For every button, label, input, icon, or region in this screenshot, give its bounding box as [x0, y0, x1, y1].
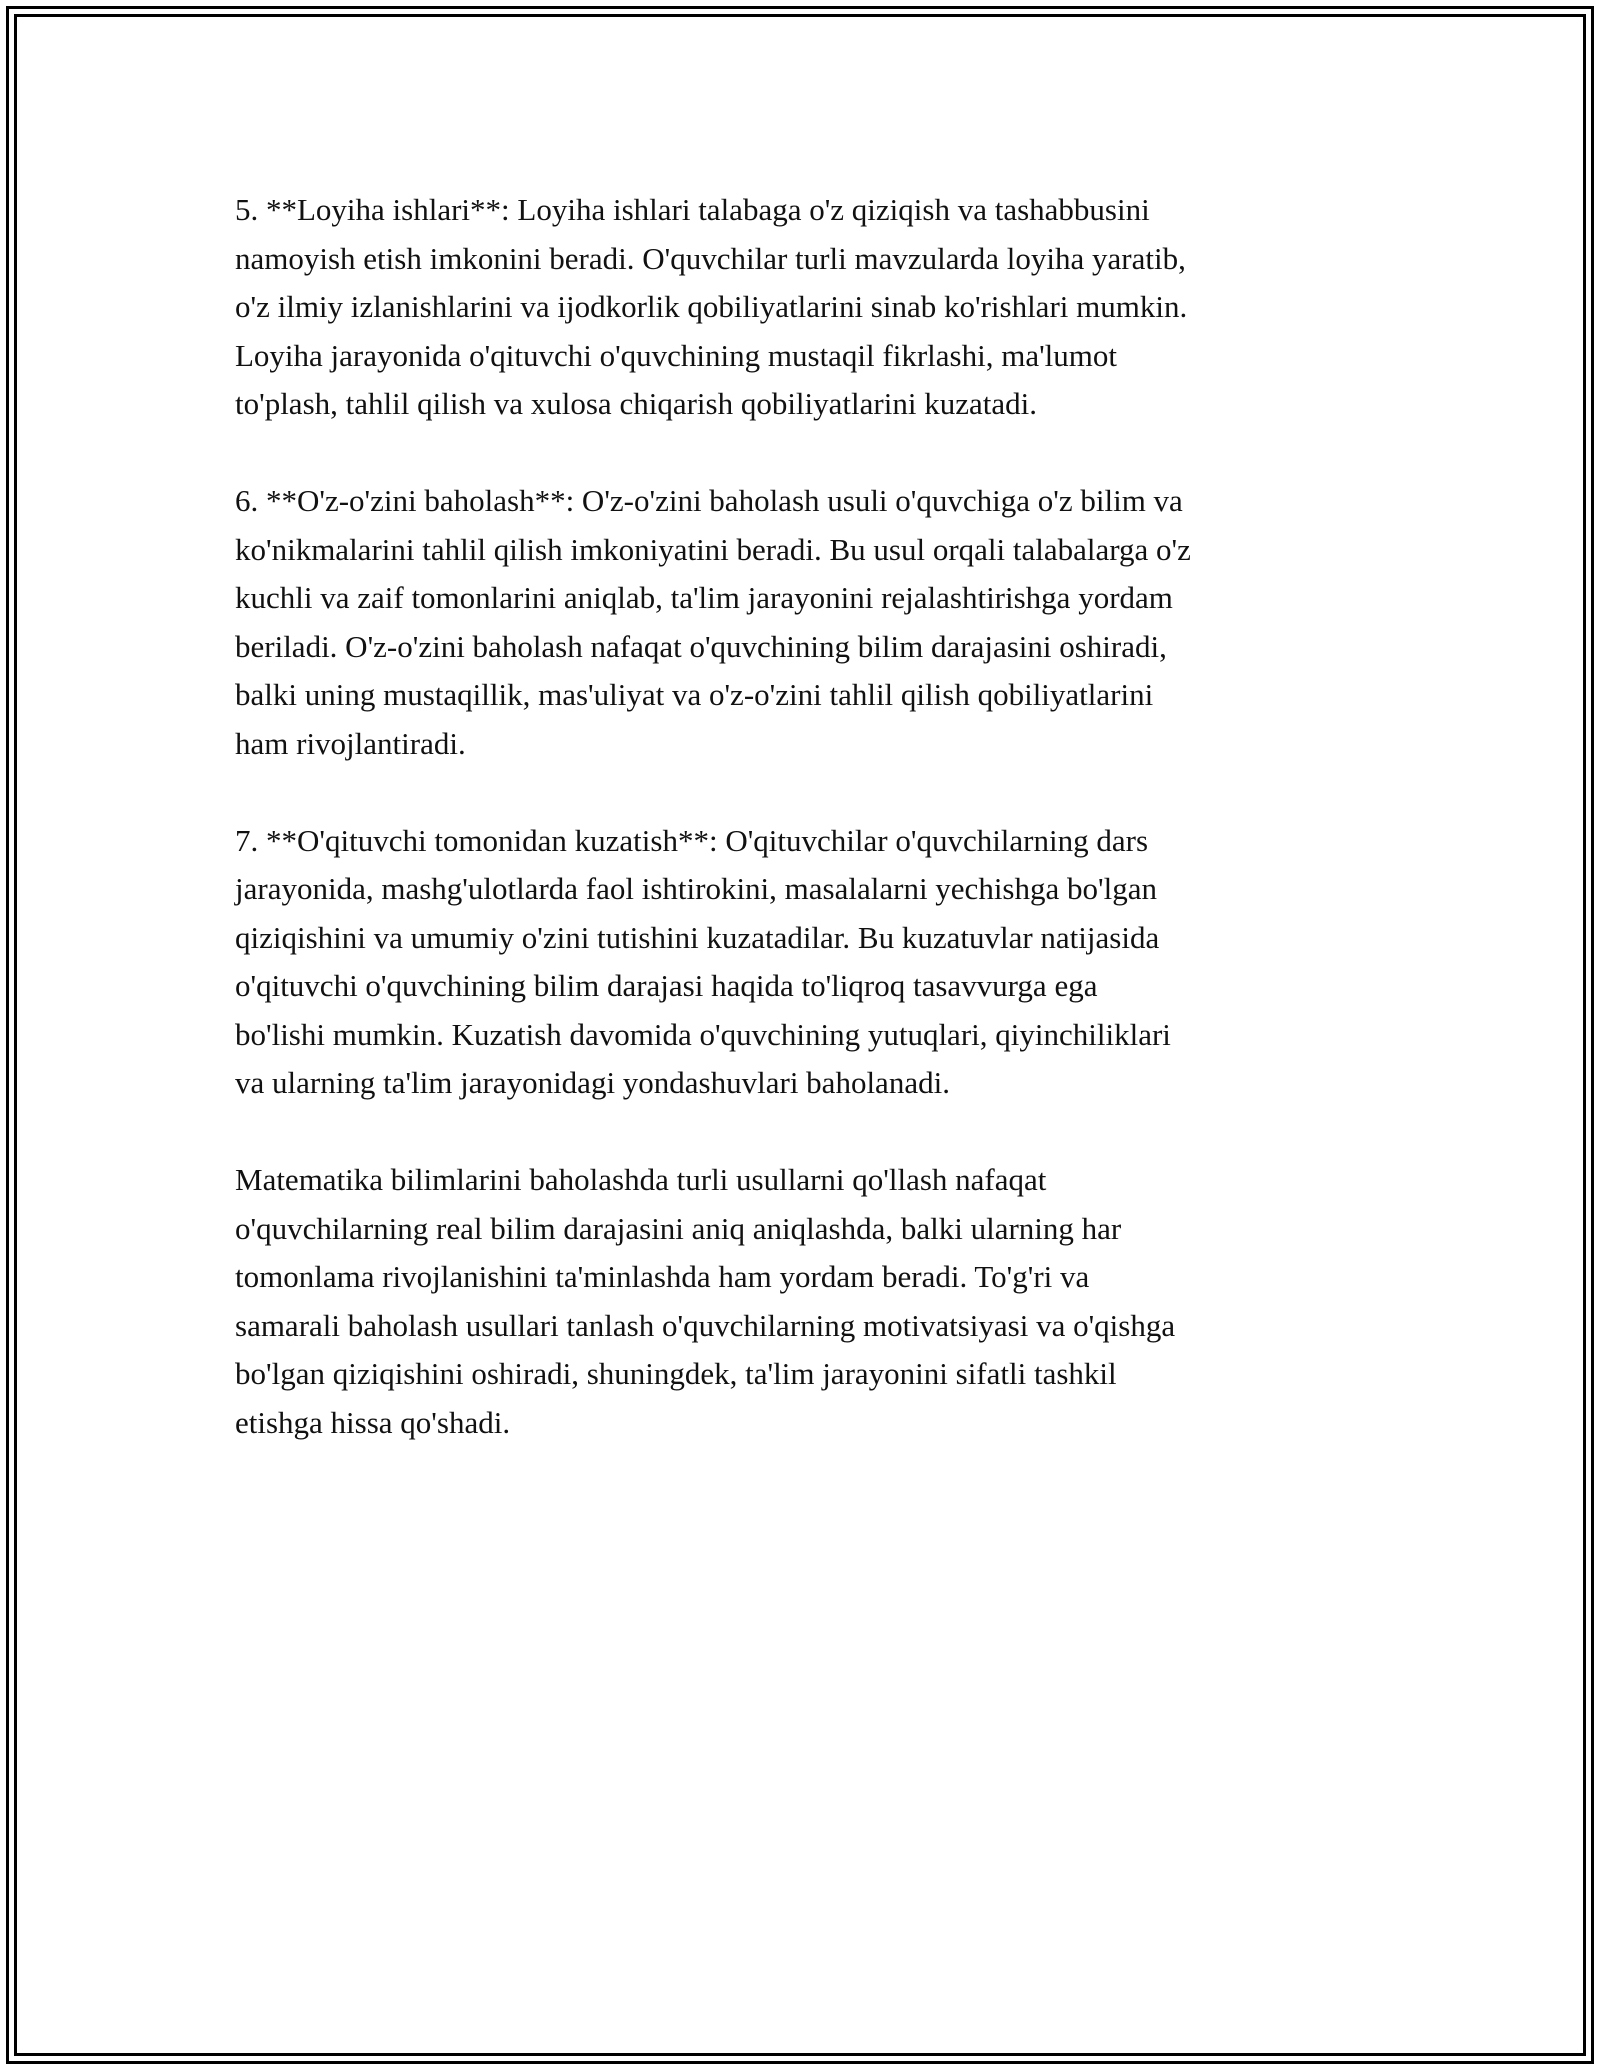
text-line: kuchli va zaif tomonlarini aniqlab, ta'lim jarayonini rejalashtirishga yordam	[235, 580, 1173, 615]
text-line: qiziqishini va umumiy o'zini tutishini kuzatadilar. Bu kuzatuvlar natijasida	[235, 919, 1160, 955]
text-line: etishga hissa qo'shadi.	[235, 1404, 511, 1440]
text-line: samarali baholash usullari tanlash o'quvchilarning motivatsiyasi va o'qishga	[235, 1307, 1176, 1343]
text-line: tomonlama rivojlanishini ta'minlashda ham yordam beradi. To'g'ri va	[235, 1259, 1090, 1294]
paragraph-oz-ozini-baholash	[235, 477, 1375, 768]
paragraph-conclusion	[235, 1156, 1375, 1447]
text-line: ko'nikmalarini tahlil qilish imkoniyatini beradi. Bu usul orqali talabalarga o'z	[235, 531, 1191, 567]
document-body	[235, 186, 1375, 1496]
text-line: namoyish etish imkonini beradi. O'quvchilar turli mavzularda loyiha yaratib,	[235, 240, 1186, 276]
text-line: bo'lgan qiziqishini oshiradi, shuningdek, ta'lim jarayonini sifatli tashkil	[235, 1356, 1117, 1391]
text-line: ham rivojlantiradi.	[235, 725, 466, 761]
text-line: o'quvchilarning real bilim darajasini aniq aniqlashda, balki ularning har	[235, 1210, 1122, 1246]
text-line: va ularning ta'lim jarayonidagi yondashuvlari baholanadi.	[235, 1065, 950, 1100]
text-line: bo'lishi mumkin. Kuzatish davomida o'quvchining yutuqlari, qiyinchiliklari	[235, 1016, 1171, 1052]
paragraph-loyiha-ishlari	[235, 186, 1375, 429]
text-line: Matematika bilimlarini baholashda turli usullarni qo'llash nafaqat	[235, 1162, 1047, 1197]
text-line: to'plash, tahlil qilish va xulosa chiqarish qobiliyatlarini kuzatadi.	[235, 386, 1037, 421]
text-line: Loyiha jarayonida o'qituvchi o'quvchining mustaqil fikrlashi, ma'lumot	[235, 337, 1118, 373]
text-line: 6. **O'z-o'zini baholash**: O'z-o'zini baholash usuli o'quvchiga o'z bilim va	[235, 483, 1183, 518]
text-line: jarayonida, mashg'ulotlarda faol ishtirokini, masalalarni yechishga bo'lgan	[235, 871, 1157, 906]
text-line: 7. **O'qituvchi tomonidan kuzatish**: O'qituvchilar o'quvchilarning dars	[235, 822, 1149, 858]
text-line: o'z ilmiy izlanishlarini va ijodkorlik qobiliyatlarini sinab ko'rishlari mumkin.	[235, 289, 1188, 324]
text-line: 5. **Loyiha ishlari**: Loyiha ishlari talabaga o'z qiziqish va tashabbusini	[235, 192, 1150, 227]
paragraph-oqituvchi-kuzatish	[235, 817, 1375, 1108]
text-line: balki uning mustaqillik, mas'uliyat va o'z-o'zini tahlil qilish qobiliyatlarini	[235, 677, 1154, 712]
text-line: beriladi. O'z-o'zini baholash nafaqat o'quvchining bilim darajasini oshiradi,	[235, 628, 1167, 664]
text-line: o'qituvchi o'quvchining bilim darajasi haqida to'liqroq tasavvurga ega	[235, 968, 1098, 1003]
